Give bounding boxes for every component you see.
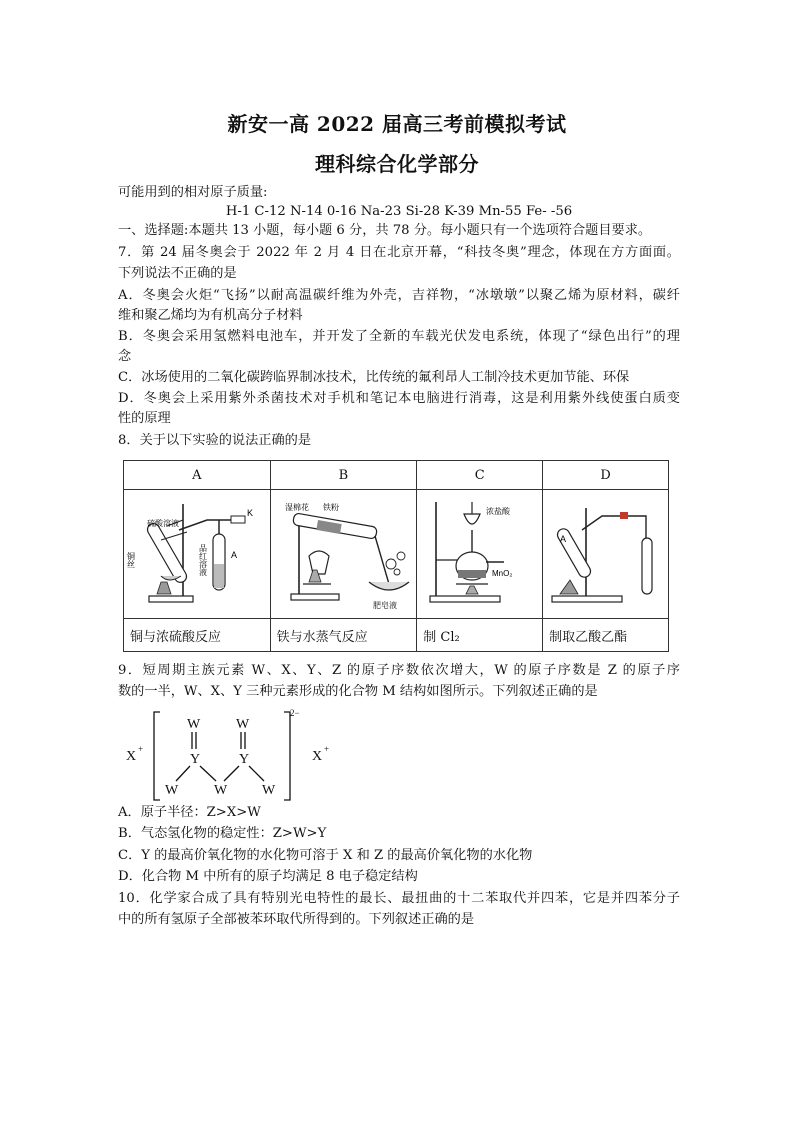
label-a2: A [559, 534, 566, 544]
experiment-table [123, 460, 669, 652]
atom-y2: Y [239, 752, 250, 767]
apparatus-c [417, 490, 543, 619]
q9-option-b: B．气态氢化物的稳定性：Z>W>Y [118, 826, 327, 841]
label-a1: A [230, 550, 237, 560]
section-heading: 一、选择题:本题共 13 小题，每小题 6 分，共 78 分。每小题只有一个选项符合题目要求。 [118, 223, 652, 238]
atom-y1: Y [190, 752, 201, 767]
label-cotton: 湿棉花 [285, 503, 310, 512]
cation-left-charge: + [138, 744, 144, 754]
q7-option-a-line1: A．冬奥会火炬“飞扬”以耐高温碳纤维为外壳，吉祥物，“冰墩墩”以聚乙烯为原材料，碳纤 [118, 288, 680, 303]
q9-option-d: D．化合物 M 中所有的原子均满足 8 电子稳定结构 [118, 869, 418, 884]
column-header-c: C [417, 461, 543, 490]
caption-c: 制 Cl₂ [417, 619, 543, 652]
atomic-mass-list: H-1 C-12 N-14 0-16 Na-23 Si-28 K-39 Mn-55 Fe- -56 [225, 204, 573, 219]
label-copper: 铜丝 [126, 552, 136, 568]
column-header-a: A [124, 461, 271, 490]
cation-right-charge: + [324, 744, 330, 754]
caption-a: 铜与浓硫酸反应 [124, 619, 271, 652]
q7-option-d-line1: D．冬奥会上采用紫外杀菌技术对手机和笔记本电脑进行消毒，这是利用紫外线使蛋白质变 [118, 391, 680, 406]
anion-charge: 2− [290, 708, 300, 718]
caption-d: 制取乙酸乙酯 [543, 619, 669, 652]
atom-w2: W [236, 717, 250, 732]
q7-option-b-line1: B．冬奥会采用氢燃料电池车，并开发了全新的车载光伏发电系统，体现了“绿色出行”的理 [118, 329, 680, 344]
label-indicator: 品红溶液 [198, 544, 208, 576]
label-hcl: 浓盐酸 [485, 507, 510, 516]
q7-option-d-line2: 性的原理 [118, 411, 171, 426]
apparatus-b-drawing [273, 490, 413, 614]
column-header-d: D [543, 461, 669, 490]
label-acid: 硫酸溶液 [146, 519, 179, 528]
apparatus-a-drawing [127, 490, 267, 614]
column-header-b: B [270, 461, 417, 490]
atom-w4: W [214, 783, 228, 798]
label-k: K [246, 508, 253, 518]
q7-option-c: C．冰场使用的二氧化碳跨临界制冰技术，比传统的氟利昂人工制冷技术更加节能、环保 [118, 370, 630, 385]
apparatus-c-drawing [420, 490, 540, 614]
apparatus-d-drawing [546, 490, 666, 614]
apparatus-d [543, 490, 669, 619]
label-mno2: MnO₂ [491, 569, 513, 578]
apparatus-b [270, 490, 417, 619]
exam-title: 新安一高 2022 届高三考前模拟考试 [227, 112, 567, 136]
q10-stem-line2: 中的所有氢原子全部被苯环取代所得到的。下列叙述正确的是 [118, 912, 475, 927]
q7-option-b-line2: 念 [118, 349, 132, 364]
q10-stem-line1: 10．化学家合成了具有特别光电特性的最长、最扭曲的十二苯取代并四苯，它是并四苯分子 [118, 891, 680, 906]
atomic-mass-label: 可能用到的相对原子质量: [118, 185, 268, 200]
label-iron: 铁粉 [323, 503, 340, 512]
q9-stem-line1: 9．短周期主族元素 W、X、Y、Z 的原子序数依次增大，W 的原子序数是 Z 的原子序 [118, 663, 680, 678]
exam-subtitle: 理科综合化学部分 [315, 152, 479, 176]
q7-option-a-line2: 维和聚乙烯均为有机高分子材料 [118, 308, 303, 323]
label-soap: 肥皂液 [373, 601, 398, 610]
cation-right: X [312, 749, 323, 764]
apparatus-a [124, 490, 271, 619]
q7-stem-line1: 7．第 24 届冬奥会于 2022 年 2 月 4 日在北京开幕，“科技冬奥”理念，体现在方方面面。 [118, 245, 680, 260]
cation-left: X [126, 749, 137, 764]
atom-w5: W [262, 783, 276, 798]
atom-w3: W [165, 783, 179, 798]
q7-stem-line2: 下列说法不正确的是 [118, 266, 237, 281]
q9-stem-line2: 数的一半，W、X、Y 三种元素形成的化合物 M 结构如图所示。下列叙述正确的是 [118, 684, 598, 699]
atom-w1: W [187, 717, 201, 732]
caption-b: 铁与水蒸气反应 [270, 619, 417, 652]
q9-option-c: C．Y 的最高价氧化物的水化物可溶于 X 和 Z 的最高价氧化物的水化物 [118, 848, 533, 863]
compound-m-structure [120, 704, 350, 804]
q9-option-a: A．原子半径：Z>X>W [118, 805, 261, 820]
q8-stem: 8．关于以下实验的说法正确的是 [118, 433, 312, 448]
